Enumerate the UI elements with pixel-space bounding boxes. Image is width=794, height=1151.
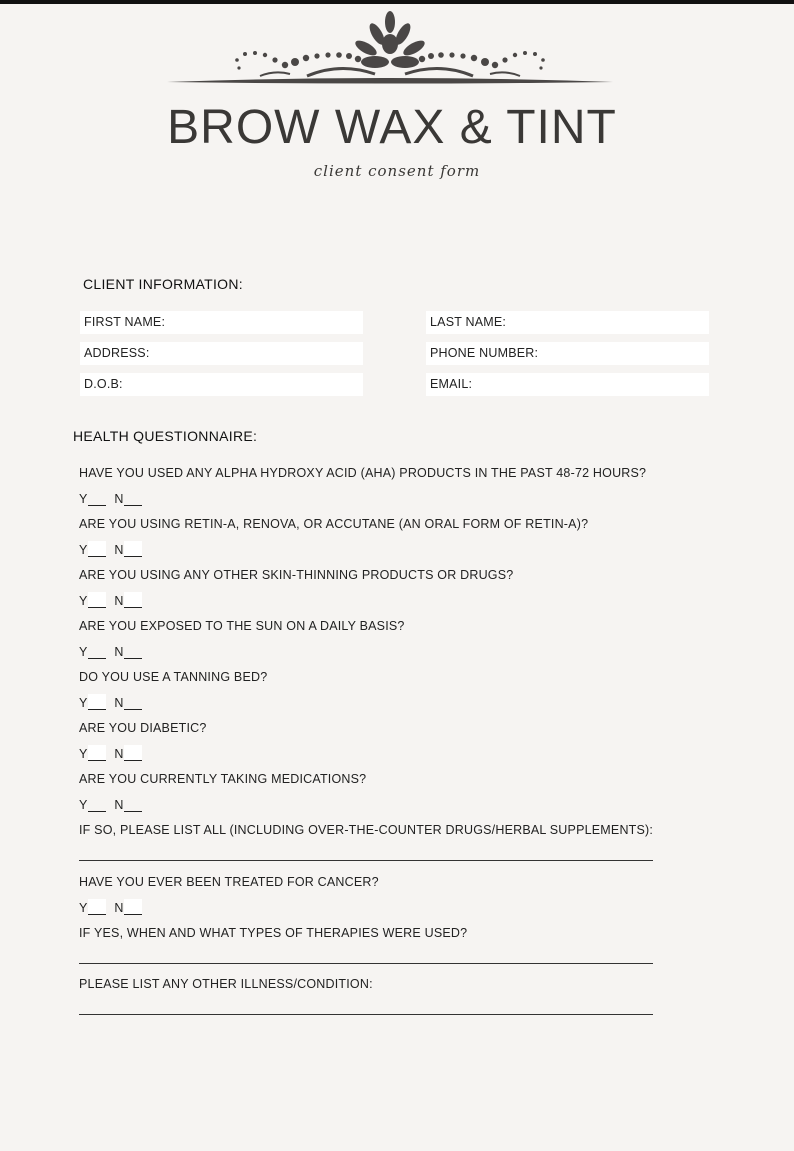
dob-field[interactable]: D.O.B:	[80, 373, 363, 396]
question-cancer: HAVE YOU EVER BEEN TREATED FOR CANCER?	[79, 875, 379, 889]
no-label: N	[114, 747, 124, 761]
yes-no-row	[79, 796, 150, 812]
address-field[interactable]: ADDRESS:	[80, 342, 363, 365]
no-blank[interactable]	[124, 745, 142, 761]
yes-blank[interactable]	[88, 541, 106, 557]
yes-no-row	[79, 541, 150, 557]
question-medications: ARE YOU CURRENTLY TAKING MEDICATIONS?	[79, 772, 367, 786]
no-blank[interactable]	[124, 694, 142, 710]
phone-number-field[interactable]: PHONE NUMBER:	[426, 342, 709, 365]
yes-blank[interactable]	[88, 899, 106, 915]
last-name-field[interactable]: LAST NAME:	[426, 311, 709, 334]
question-list-medications: IF SO, PLEASE LIST ALL (INCLUDING OVER-THE-COUNTER DRUGS/HERBAL SUPPLEMENTS):	[79, 823, 654, 837]
yes-no-row	[79, 643, 150, 659]
question-sun-exposure: ARE YOU EXPOSED TO THE SUN ON A DAILY BASIS?	[79, 619, 405, 633]
no-blank[interactable]	[124, 592, 142, 608]
question-retin-a: ARE YOU USING RETIN-A, RENOVA, OR ACCUTANE (AN ORAL FORM OF RETIN-A)?	[79, 517, 589, 531]
no-label: N	[114, 901, 124, 915]
question-aha: HAVE YOU USED ANY ALPHA HYDROXY ACID (AHA) PRODUCTS IN THE PAST 48-72 HOURS?	[79, 466, 647, 480]
no-blank[interactable]	[124, 796, 142, 812]
yes-label: Y	[79, 901, 88, 915]
no-label: N	[114, 798, 124, 812]
client-info-heading: CLIENT INFORMATION:	[83, 276, 243, 292]
page-title: BROW WAX & TINT	[167, 101, 617, 154]
yes-label: Y	[79, 798, 88, 812]
question-diabetic: ARE YOU DIABETIC?	[79, 721, 207, 735]
yes-blank[interactable]	[88, 745, 106, 761]
yes-label: Y	[79, 696, 88, 710]
yes-blank[interactable]	[88, 694, 106, 710]
no-blank[interactable]	[124, 490, 142, 506]
medications-answer-line[interactable]	[79, 860, 653, 861]
health-questionnaire-heading: HEALTH QUESTIONNAIRE:	[73, 428, 258, 444]
question-skin-thinning: ARE YOU USING ANY OTHER SKIN-THINNING PRODUCTS OR DRUGS?	[79, 568, 514, 582]
no-label: N	[114, 543, 124, 557]
top-border	[0, 0, 794, 4]
no-blank[interactable]	[124, 643, 142, 659]
no-label: N	[114, 594, 124, 608]
no-label: N	[114, 696, 124, 710]
yes-no-row	[79, 490, 150, 506]
flourish-ornament-icon	[165, 10, 615, 88]
no-label: N	[114, 645, 124, 659]
question-other-illness: PLEASE LIST ANY OTHER ILLNESS/CONDITION:	[79, 977, 373, 991]
yes-blank[interactable]	[88, 490, 106, 506]
yes-blank[interactable]	[88, 643, 106, 659]
no-blank[interactable]	[124, 541, 142, 557]
page-subtitle: client consent form	[313, 162, 481, 180]
no-blank[interactable]	[124, 899, 142, 915]
yes-blank[interactable]	[88, 796, 106, 812]
no-label: N	[114, 492, 124, 506]
yes-blank[interactable]	[88, 592, 106, 608]
yes-label: Y	[79, 543, 88, 557]
yes-label: Y	[79, 747, 88, 761]
therapies-answer-line[interactable]	[79, 963, 653, 964]
other-illness-answer-line[interactable]	[79, 1014, 653, 1015]
question-therapies: IF YES, WHEN AND WHAT TYPES OF THERAPIES WERE USED?	[79, 926, 468, 940]
yes-label: Y	[79, 594, 88, 608]
yes-no-row	[79, 745, 150, 761]
yes-no-row	[79, 592, 150, 608]
yes-label: Y	[79, 492, 88, 506]
yes-no-row	[79, 899, 150, 915]
first-name-field[interactable]: FIRST NAME:	[80, 311, 363, 334]
email-field[interactable]: EMAIL:	[426, 373, 709, 396]
yes-no-row	[79, 694, 150, 710]
question-tanning-bed: DO YOU USE A TANNING BED?	[79, 670, 268, 684]
yes-label: Y	[79, 645, 88, 659]
